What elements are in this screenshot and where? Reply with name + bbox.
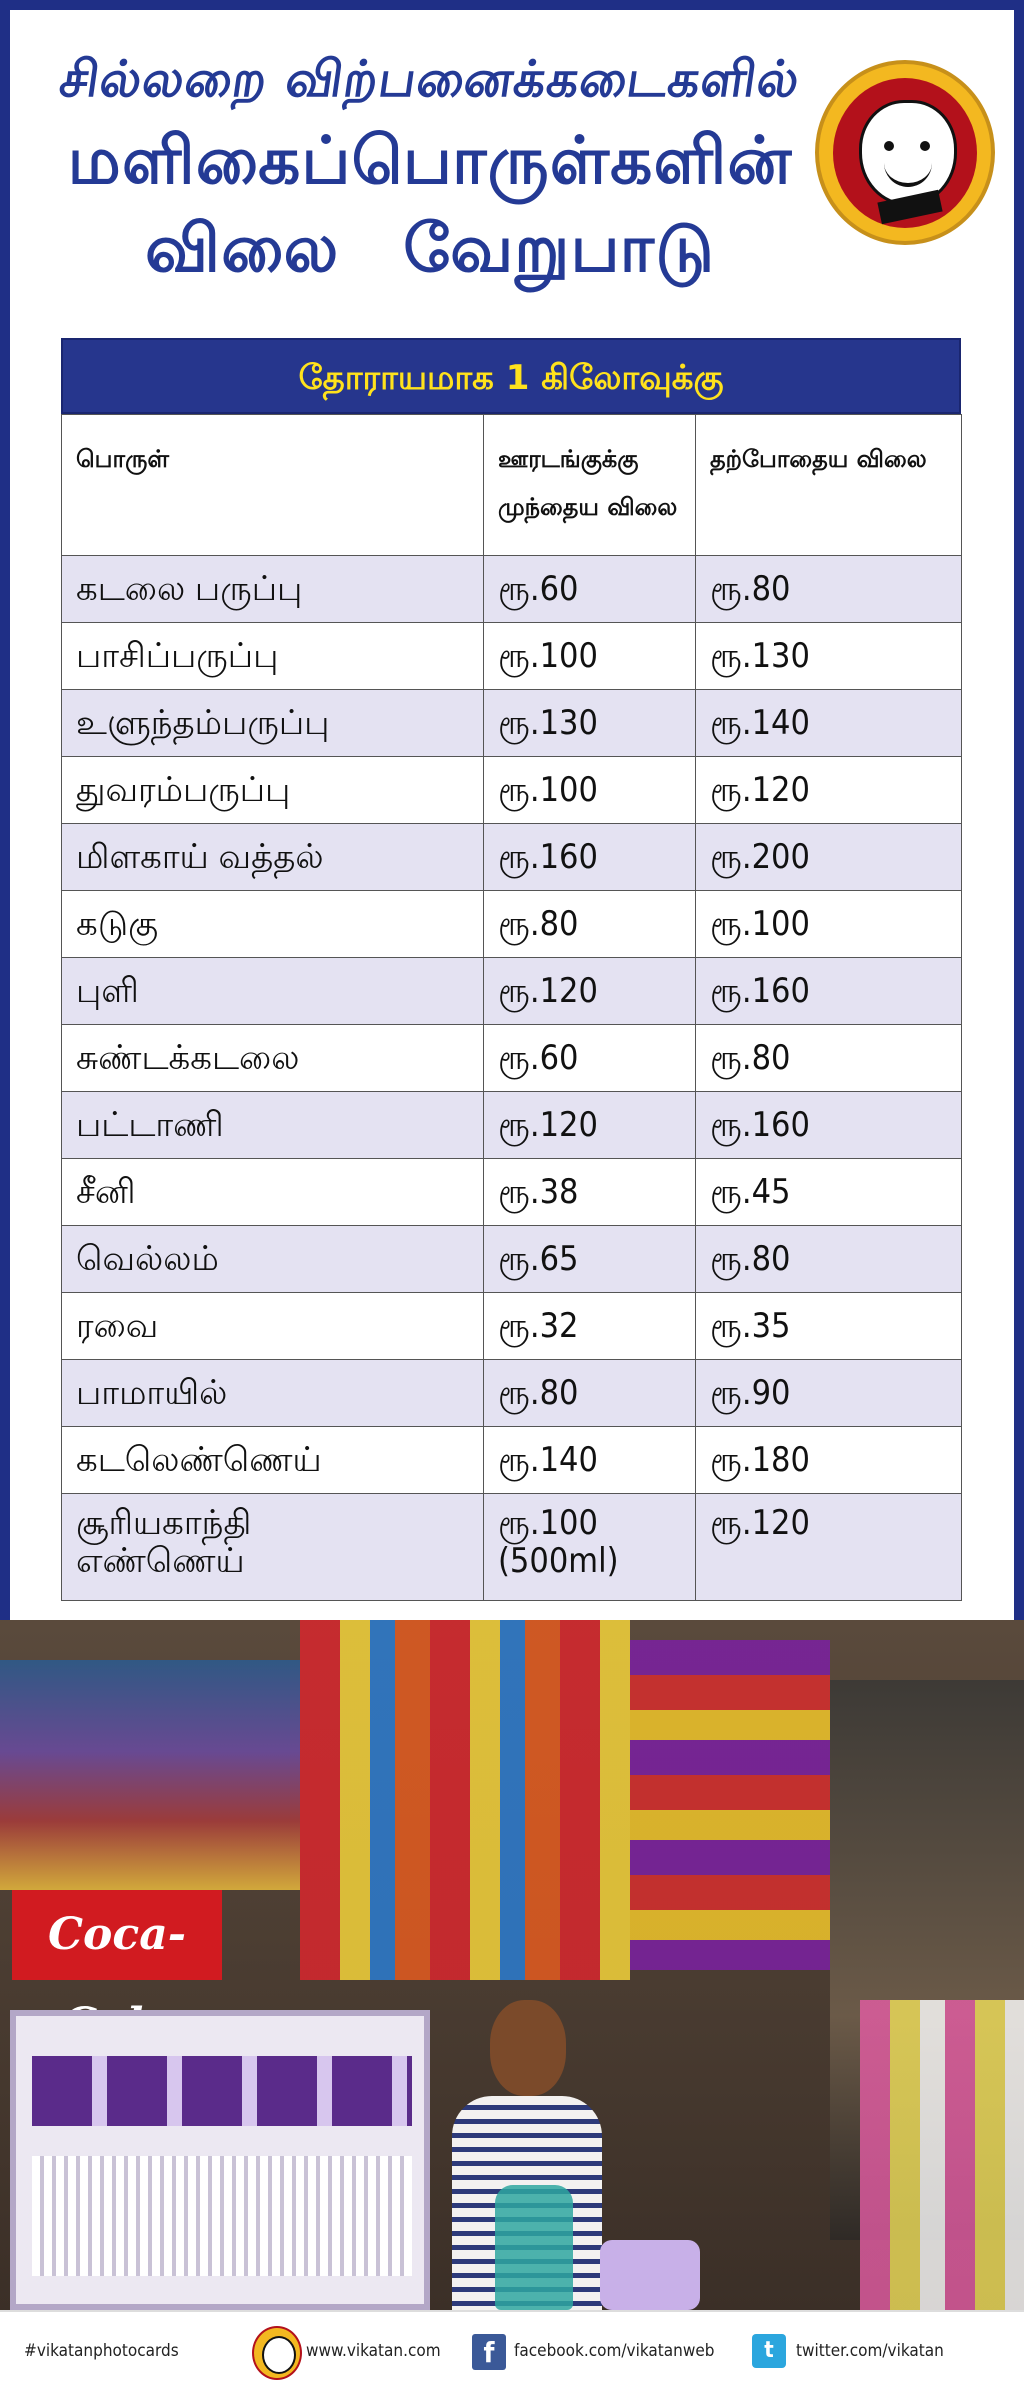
row-current-price: ரூ.160 bbox=[696, 1092, 962, 1159]
row-current-price: ரூ.90 bbox=[696, 1360, 962, 1427]
row-current-price: ரூ.200 bbox=[696, 824, 962, 891]
price-table bbox=[61, 338, 961, 1601]
row-before-price: ரூ.60 bbox=[484, 1025, 696, 1092]
row-item-line-2: எண்ணெய் bbox=[76, 1541, 245, 1581]
row-item: பாமாயில் bbox=[62, 1360, 484, 1427]
row-before-price: ரூ.80 bbox=[484, 891, 696, 958]
row-current-price: ரூ.100 bbox=[696, 891, 962, 958]
row-item: சுண்டக்கடலை bbox=[62, 1025, 484, 1092]
header-item: பொருள் bbox=[62, 415, 484, 556]
row-item: மிளகாய் வத்தல் bbox=[62, 824, 484, 891]
headline-line-3: விலை வேறுபாடு bbox=[144, 210, 715, 287]
table-row bbox=[62, 690, 962, 757]
row-before-price: ரூ.60 bbox=[484, 556, 696, 623]
row-item: துவரம்பருப்பு bbox=[62, 757, 484, 824]
chocolate-boxes bbox=[32, 2056, 412, 2126]
row-item: வெல்லம் bbox=[62, 1226, 484, 1293]
footer-twitter-link[interactable]: twitter.com/vikatan bbox=[796, 2341, 944, 2361]
table-header-row bbox=[62, 415, 962, 556]
row-before-price bbox=[484, 1494, 696, 1601]
row-before-price: ரூ.130 bbox=[484, 690, 696, 757]
headline-line-2: மளிகைப்பொருள்களின் bbox=[67, 122, 793, 199]
table-row bbox=[62, 1092, 962, 1159]
shop-photo bbox=[0, 1620, 1024, 2310]
vikatan-logo-icon bbox=[815, 60, 995, 245]
footer bbox=[0, 2310, 1024, 2389]
row-item: பாசிப்பருப்பு bbox=[62, 623, 484, 690]
table-row bbox=[62, 824, 962, 891]
twitter-icon[interactable]: t bbox=[752, 2334, 786, 2368]
row-item: புளி bbox=[62, 958, 484, 1025]
row-current-price: ரூ.80 bbox=[696, 556, 962, 623]
row-before-price: ரூ.120 bbox=[484, 958, 696, 1025]
row-item: பட்டாணி bbox=[62, 1092, 484, 1159]
row-before-price: ரூ.100 bbox=[484, 623, 696, 690]
row-before-line-2: (500ml) bbox=[498, 1541, 619, 1581]
freezer-grill bbox=[32, 2156, 412, 2276]
vikatan-logo-icon bbox=[252, 2326, 302, 2380]
cocacola-sign: Coca- bbox=[12, 1890, 222, 1980]
headline-line-1: சில்லறை விற்பனைக்கடைகளில் bbox=[56, 50, 804, 108]
row-before-price: ரூ.140 bbox=[484, 1427, 696, 1494]
row-before-price: ரூ.160 bbox=[484, 824, 696, 891]
row-item: சீனி bbox=[62, 1159, 484, 1226]
water-bottle bbox=[495, 2185, 573, 2310]
table-row bbox=[62, 1360, 962, 1427]
table-row bbox=[62, 958, 962, 1025]
headline-block bbox=[40, 40, 820, 340]
row-before-price: ரூ.120 bbox=[484, 1092, 696, 1159]
table-row bbox=[62, 1293, 962, 1360]
row-current-price: ரூ.80 bbox=[696, 1226, 962, 1293]
plastic-jar bbox=[600, 2240, 700, 2310]
table-row bbox=[62, 1427, 962, 1494]
footer-facebook-link[interactable]: facebook.com/vikatanweb bbox=[514, 2341, 715, 2361]
row-item: கடலை பருப்பு bbox=[62, 556, 484, 623]
row-item bbox=[62, 1494, 484, 1601]
facebook-icon[interactable]: f bbox=[472, 2334, 506, 2370]
row-current-price: ரூ.35 bbox=[696, 1293, 962, 1360]
row-item: கடலெண்ணெய் bbox=[62, 1427, 484, 1494]
header-before-price: ஊரடங்குக்கு முந்தைய விலை bbox=[484, 415, 696, 556]
table-row bbox=[62, 891, 962, 958]
footer-website-link[interactable]: www.vikatan.com bbox=[306, 2341, 441, 2361]
table-row bbox=[62, 1025, 962, 1092]
row-current-price: ரூ.160 bbox=[696, 958, 962, 1025]
row-before-price: ரூ.38 bbox=[484, 1159, 696, 1226]
row-current-price: ரூ.80 bbox=[696, 1025, 962, 1092]
price-grid bbox=[61, 414, 962, 1601]
freezer bbox=[10, 2010, 430, 2310]
row-current-price: ரூ.45 bbox=[696, 1159, 962, 1226]
table-row bbox=[62, 1226, 962, 1293]
table-row bbox=[62, 1159, 962, 1226]
row-before-price: ரூ.100 bbox=[484, 757, 696, 824]
snack-strips bbox=[300, 1620, 630, 1980]
left-shelf bbox=[0, 1660, 300, 1890]
row-before-price: ரூ.80 bbox=[484, 1360, 696, 1427]
row-before-line-1: ரூ.100 bbox=[498, 1503, 598, 1543]
row-current-price: ரூ.140 bbox=[696, 690, 962, 757]
row-current-price: ரூ.180 bbox=[696, 1427, 962, 1494]
table-row bbox=[62, 556, 962, 623]
row-item-line-1: சூரியகாந்தி bbox=[76, 1503, 252, 1543]
row-current-price: ரூ.130 bbox=[696, 623, 962, 690]
footer-hashtag: #vikatanphotocards bbox=[24, 2341, 179, 2361]
row-item: கடுகு bbox=[62, 891, 484, 958]
row-current-price: ரூ.120 bbox=[696, 1494, 962, 1601]
chips-strips bbox=[630, 1640, 830, 1970]
table-row bbox=[62, 757, 962, 824]
row-item: ரவை bbox=[62, 1293, 484, 1360]
header-current-price: தற்போதைய விலை bbox=[696, 415, 962, 556]
table-title: தோராயமாக 1 கிலோவுக்கு bbox=[61, 338, 961, 414]
row-item: உளுந்தம்பருப்பு bbox=[62, 690, 484, 757]
row-before-price: ரூ.65 bbox=[484, 1226, 696, 1293]
row-before-price: ரூ.32 bbox=[484, 1293, 696, 1360]
row-current-price: ரூ.120 bbox=[696, 757, 962, 824]
table-row bbox=[62, 1494, 962, 1601]
right-products bbox=[860, 2000, 1024, 2310]
table-row bbox=[62, 623, 962, 690]
